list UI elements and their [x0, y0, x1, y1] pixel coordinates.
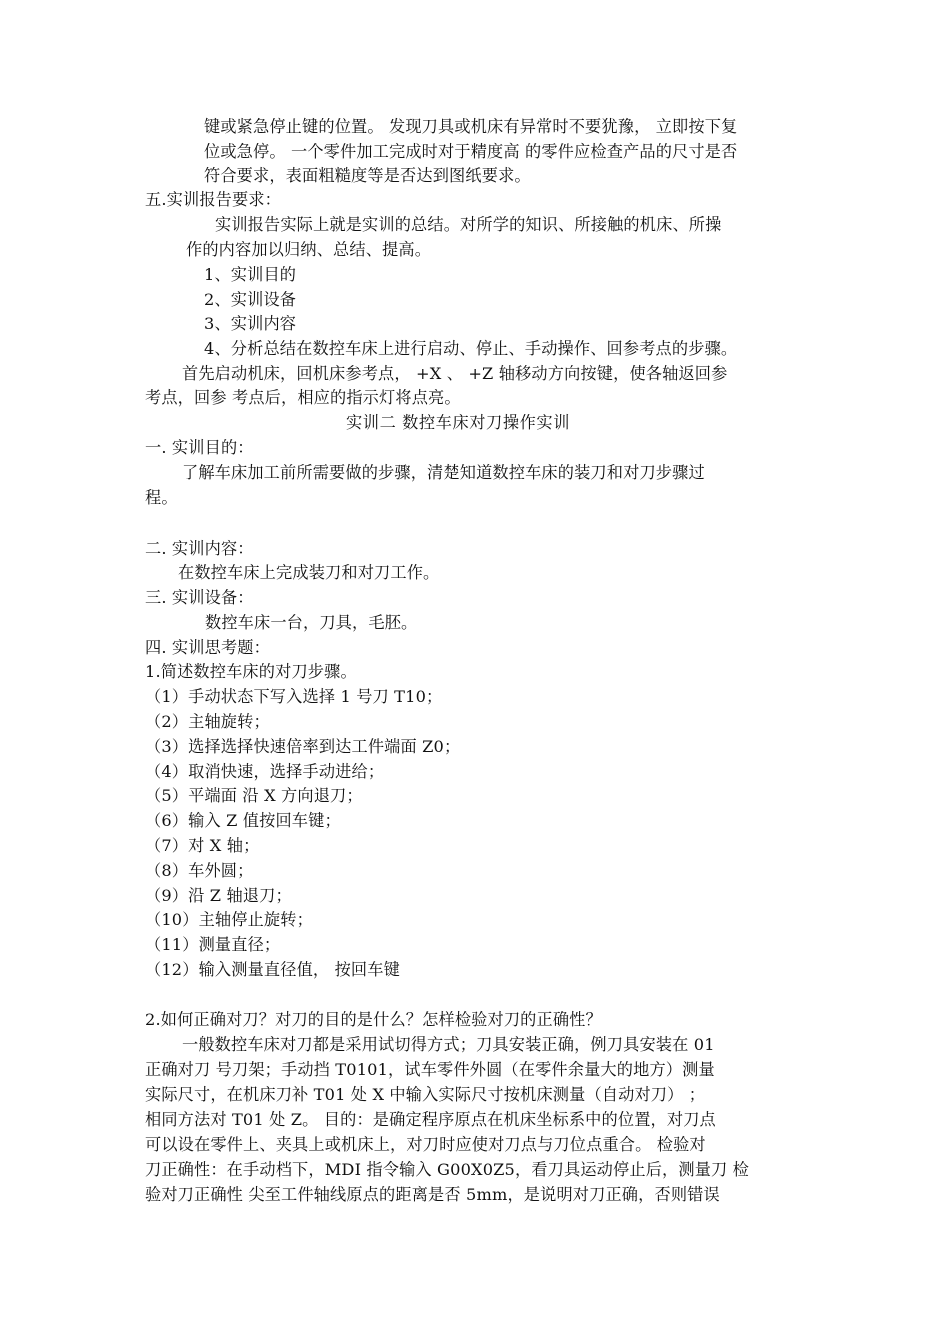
- text-line: 一般数控车床对刀都是采用试切得方式；刀具安装正确，例刀具安装在 01: [182, 1035, 715, 1054]
- text-line: 程。: [145, 488, 178, 507]
- list-item: 4、分析总结在数控车床上进行启动、停止、手动操作、回参考点的步骤。: [204, 339, 738, 358]
- text-line: 位或急停。 一个零件加工完成时对于精度高 的零件应检查产品的尺寸是否: [204, 142, 738, 161]
- list-item: （4）取消快速，选择手动进给；: [145, 762, 385, 781]
- list-item: （6）输入 Z 值按回车键；: [145, 811, 341, 830]
- text-line: 数控车床一台，刀具，毛胚。: [205, 613, 418, 632]
- text-line: 实际尺寸，在机床刀补 T01 处 X 中输入实际尺寸按机床测量（自动对刀） ；: [145, 1085, 706, 1104]
- question-heading: 1.简述数控车床的对刀步骤。: [145, 662, 357, 681]
- text-line: 可以设在零件上、夹具上或机床上，对刀时应使对刀点与刀位点重合。 检验对: [145, 1135, 706, 1154]
- list-item: （3）选择选择快速倍率到达工件端面 Z0；: [145, 737, 461, 756]
- list-item: （7）对 X 轴；: [145, 836, 260, 855]
- list-item: 3、实训内容: [204, 314, 297, 333]
- text-line: 验对刀正确性 尖至工件轴线原点的距离是否 5mm，是说明对刀正确，否则错误: [145, 1185, 720, 1204]
- section-heading: 三. 实训设备：: [145, 588, 254, 607]
- list-item: 1、实训目的: [204, 265, 297, 284]
- text-line: 正确对刀 号刀架；手动挡 T0101，试车零件外圆（在零件余量大的地方）测量: [145, 1060, 715, 1079]
- section-heading: 四. 实训思考题：: [145, 638, 270, 657]
- text-line: 了解车床加工前所需要做的步骤，清楚知道数控车床的装刀和对刀步骤过: [182, 463, 705, 482]
- list-item: （11）测量直径；: [145, 935, 281, 954]
- section-heading: 二. 实训内容：: [145, 539, 254, 558]
- section-heading: 五.实训报告要求：: [145, 190, 281, 209]
- text-line: 在数控车床上完成装刀和对刀工作。: [178, 563, 440, 582]
- text-line: 刀正确性：在手动档下，MDI 指令输入 G00X0Z5，看刀具运动停止后，测量刀 检: [145, 1160, 750, 1179]
- text-line: 实训报告实际上就是实训的总结。对所学的知识、所接触的机床、所操: [215, 215, 722, 234]
- text-line: 首先启动机床，回机床参考点， +X 、 +Z 轴移动方向按键，使各轴返回参: [182, 364, 728, 383]
- list-item: （5）平端面 沿 X 方向退刀；: [145, 786, 363, 805]
- list-item: （10）主轴停止旋转；: [145, 910, 313, 929]
- list-item: （9）沿 Z 轴退刀；: [145, 886, 292, 905]
- section-title: 实训二 数控车床对刀操作实训: [346, 413, 570, 432]
- list-item: （2）主轴旋转；: [145, 712, 270, 731]
- list-item: （1）手动状态下写入选择 1 号刀 T10；: [145, 687, 443, 706]
- list-item: 2、实训设备: [204, 290, 297, 309]
- question-heading: 2.如何正确对刀？对刀的目的是什么？怎样检验对刀的正确性？: [145, 1010, 602, 1029]
- text-line: 作的内容加以归纳、总结、提高。: [186, 240, 432, 259]
- section-heading: 一. 实训目的：: [145, 438, 254, 457]
- text-line: 考点，回参 考点后，相应的指示灯将点亮。: [145, 388, 461, 407]
- text-line: 相同方法对 T01 处 Z。 目的：是确定程序原点在机床坐标系中的位置，对刀点: [145, 1110, 716, 1129]
- text-line: 键或紧急停止键的位置。 发现刀具或机床有异常时不要犹豫， 立即按下复: [204, 117, 738, 136]
- list-item: （8）车外圆；: [145, 861, 254, 880]
- list-item: （12）输入测量直径值， 按回车键: [145, 960, 400, 979]
- text-line: 符合要求，表面粗糙度等是否达到图纸要求。: [204, 166, 531, 185]
